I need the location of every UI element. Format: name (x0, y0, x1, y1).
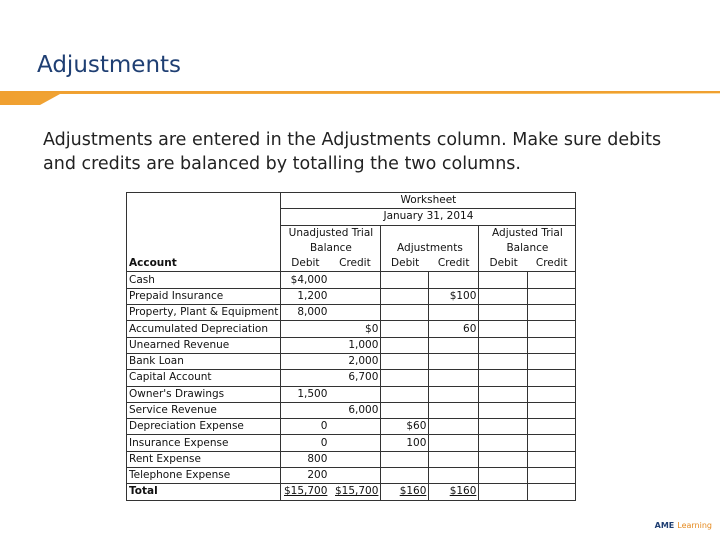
ub-credit-cell: 1,000 (329, 337, 381, 353)
ub-debit-cell (281, 353, 330, 369)
adj-credit-cell: $160 (429, 484, 479, 500)
worksheet-table (126, 192, 576, 501)
unadjusted-header-2: Balance (281, 241, 381, 256)
adj-debit-cell (381, 321, 429, 337)
adj-debit-cell (381, 386, 429, 402)
table-row (127, 337, 576, 353)
ub-credit-cell: 6,700 (329, 370, 381, 386)
adj-credit-cell (429, 419, 479, 435)
adj-debit-cell: $160 (381, 484, 429, 500)
atb-debit-cell (479, 353, 528, 369)
adj-debit-cell (381, 272, 429, 288)
ub-credit-cell (329, 468, 381, 484)
atb-credit-cell (528, 370, 576, 386)
adj-debit-cell (381, 337, 429, 353)
account-name: Telephone Expense (127, 468, 281, 484)
atb-debit-cell (479, 435, 528, 451)
atb-debit-cell (479, 337, 528, 353)
account-name: Accumulated Depreciation (127, 321, 281, 337)
account-name: Depreciation Expense (127, 419, 281, 435)
slide-title: Adjustments (37, 52, 182, 78)
ub-credit-cell (329, 288, 381, 304)
atb-credit-cell (528, 386, 576, 402)
adj-credit-cell (429, 353, 479, 369)
unadjusted-header: Unadjusted Trial (281, 225, 381, 241)
adj-debit-cell: 100 (381, 435, 429, 451)
account-name: Insurance Expense (127, 435, 281, 451)
adj-debit-cell (381, 451, 429, 467)
adj-debit-cell (381, 305, 429, 321)
atb-credit-cell (528, 435, 576, 451)
ub-debit-cell: 0 (281, 435, 330, 451)
atb-debit-cell (479, 386, 528, 402)
atb-debit-cell (479, 402, 528, 418)
ub-credit-cell (329, 305, 381, 321)
account-name: Property, Plant & Equipment (127, 305, 281, 321)
ub-credit-cell: $15,700 (329, 484, 381, 500)
ub-debit-cell: 1,500 (281, 386, 330, 402)
account-name: Rent Expense (127, 451, 281, 467)
atb-debit-cell (479, 451, 528, 467)
debit-header: Debit (391, 257, 420, 270)
adj-debit-cell (381, 288, 429, 304)
ub-credit-cell (329, 435, 381, 451)
ame-learning-logo (655, 521, 712, 530)
table-row (127, 402, 576, 418)
atb-debit-cell (479, 305, 528, 321)
ub-debit-cell: 8,000 (281, 305, 330, 321)
account-name: Unearned Revenue (127, 337, 281, 353)
adj-debit-cell: $60 (381, 419, 429, 435)
table-row (127, 386, 576, 402)
atb-debit-cell (479, 468, 528, 484)
ub-debit-cell: 800 (281, 451, 330, 467)
atb-credit-cell (528, 353, 576, 369)
ub-credit-cell: 2,000 (329, 353, 381, 369)
ub-credit-cell (329, 419, 381, 435)
account-name: Prepaid Insurance (127, 288, 281, 304)
debit-header: Debit (291, 257, 320, 270)
instruction-text: Adjustments are entered in the Adjustments column. Make sure debits and credits are balanced by totalling the two columns. (43, 130, 662, 174)
credit-header: Credit (329, 256, 381, 272)
credit-header: Credit (429, 256, 479, 272)
adjustments-header: Adjustments (381, 241, 479, 256)
atb-credit-cell (528, 419, 576, 435)
ub-debit-cell (281, 337, 330, 353)
ub-debit-cell: 1,200 (281, 288, 330, 304)
adj-credit-cell (429, 468, 479, 484)
ub-credit-cell (329, 272, 381, 288)
worksheet-date: January 31, 2014 (281, 209, 576, 225)
table-row (127, 321, 576, 337)
ub-debit-cell: 200 (281, 468, 330, 484)
atb-credit-cell (528, 321, 576, 337)
atb-debit-cell (479, 484, 528, 500)
atb-credit-cell (528, 305, 576, 321)
adj-debit-cell (381, 402, 429, 418)
account-header: Account (127, 256, 281, 272)
adj-credit-cell: $100 (429, 288, 479, 304)
atb-credit-cell (528, 451, 576, 467)
ub-credit-cell (329, 451, 381, 467)
credit-header: Credit (528, 256, 576, 272)
adj-debit-cell (381, 370, 429, 386)
ub-debit-cell (281, 402, 330, 418)
table-row (127, 370, 576, 386)
table-row (127, 288, 576, 304)
atb-debit-cell (479, 272, 528, 288)
adj-credit-cell (429, 337, 479, 353)
ub-debit-cell: $4,000 (281, 272, 330, 288)
atb-debit-cell (479, 370, 528, 386)
table-row (127, 419, 576, 435)
ub-debit-cell (281, 370, 330, 386)
total-row (127, 484, 576, 500)
adj-debit-cell (381, 353, 429, 369)
accent-bar (0, 91, 720, 105)
atb-credit-cell (528, 337, 576, 353)
ub-credit-cell (329, 386, 381, 402)
table-row (127, 353, 576, 369)
table-row (127, 272, 576, 288)
adj-debit-cell (381, 468, 429, 484)
account-name: Cash (127, 272, 281, 288)
adj-credit-cell: 60 (429, 321, 479, 337)
table-row (127, 451, 576, 467)
account-name: Owner's Drawings (127, 386, 281, 402)
table-row (127, 435, 576, 451)
ub-credit-cell: $0 (329, 321, 381, 337)
atb-debit-cell (479, 321, 528, 337)
adj-credit-cell (429, 272, 479, 288)
adj-credit-cell (429, 435, 479, 451)
atb-credit-cell (528, 288, 576, 304)
atb-credit-cell (528, 402, 576, 418)
atb-debit-cell (479, 288, 528, 304)
debit-header: Debit (489, 257, 518, 270)
ub-debit-cell: 0 (281, 419, 330, 435)
account-name: Service Revenue (127, 402, 281, 418)
table-row (127, 468, 576, 484)
ub-debit-cell (281, 321, 330, 337)
adjusted-header: Adjusted Trial (479, 225, 576, 241)
worksheet-title: Worksheet (281, 193, 576, 209)
atb-credit-cell (528, 484, 576, 500)
adj-credit-cell (429, 386, 479, 402)
ub-debit-cell: $15,700 (281, 484, 330, 500)
logo-suffix: Learning (677, 521, 712, 530)
atb-debit-cell (479, 419, 528, 435)
atb-credit-cell (528, 468, 576, 484)
account-name: Total (127, 484, 281, 500)
logo-brand: AME (654, 521, 675, 530)
adj-credit-cell (429, 402, 479, 418)
adj-credit-cell (429, 370, 479, 386)
adj-credit-cell (429, 305, 479, 321)
adj-credit-cell (429, 451, 479, 467)
ub-credit-cell: 6,000 (329, 402, 381, 418)
table-row (127, 305, 576, 321)
account-name: Bank Loan (127, 353, 281, 369)
account-name: Capital Account (127, 370, 281, 386)
atb-credit-cell (528, 272, 576, 288)
adjusted-header-2: Balance (479, 241, 576, 256)
